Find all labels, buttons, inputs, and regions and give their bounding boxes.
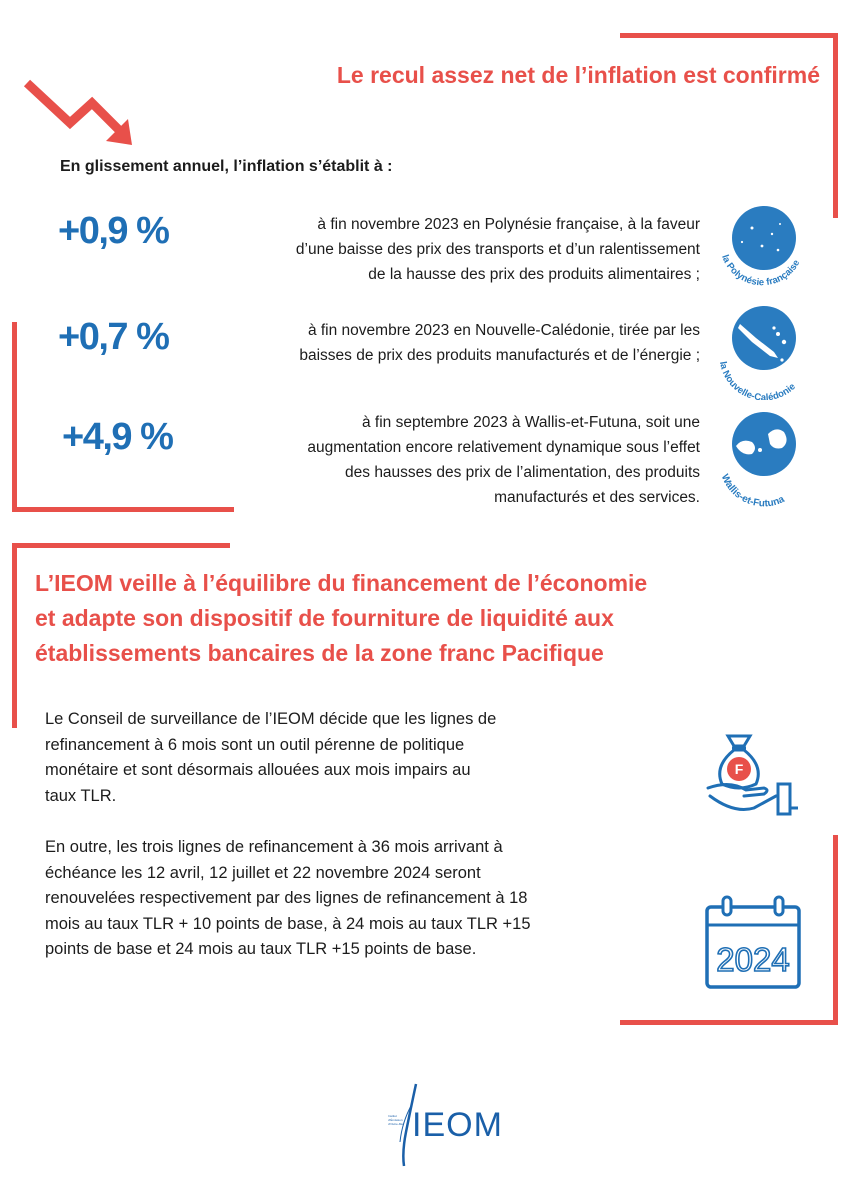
desc-line: à fin septembre 2023 à Wallis-et-Futuna, soit une xyxy=(361,414,700,431)
inflation-value-caledonia: +0,7 % xyxy=(58,316,169,358)
para-line: monétaire et sont désormais allouées aux mois impairs au xyxy=(45,761,471,779)
logo-subtitle: Institut d’Émission d’Outre-Mer xyxy=(388,1114,405,1126)
section2-title xyxy=(35,566,825,671)
down-trend-arrow-icon xyxy=(22,75,137,150)
svg-text:Wallis-et-Futuna xyxy=(719,473,787,509)
desc-line: manufacturés et des services. xyxy=(494,489,700,506)
inflation-value-wallis: +4,9 % xyxy=(62,416,173,458)
para-line: points de base et 24 mois au taux TLR +15 points de base. xyxy=(45,940,477,958)
para-line: renouvelées respectivement par des lignes de refinancement à 18 xyxy=(45,889,528,907)
para-line: échéance les 12 avril, 12 juillet et 22 novembre 2024 seront xyxy=(45,863,481,882)
money-bag-hand-icon xyxy=(700,722,805,822)
desc-line: baisses de prix des produits manufacturés et de l’énergie ; xyxy=(299,347,700,364)
desc-line: augmentation encore relativement dynamique sous l’effet xyxy=(307,439,700,456)
frame-sec2-top-horizontal xyxy=(12,543,230,548)
calendar-year: 2024 xyxy=(716,941,790,978)
wallis-badge-label: Wallis-et-Futuna xyxy=(718,472,787,509)
para-line: Le Conseil de surveillance de l’IEOM décide que les lignes de xyxy=(45,710,497,728)
section2-title-line: et adapte son dispositif de fourniture de liquidité aux xyxy=(35,605,614,631)
inflation-desc-wallis xyxy=(185,410,700,510)
frame-mid-left-vertical xyxy=(12,322,17,512)
desc-line: d’une baisse des prix des transports et d’un ralentissement xyxy=(295,241,700,258)
inflation-intro: En glissement annuel, l’inflation s’établit à : xyxy=(60,158,393,175)
calendar-icon xyxy=(703,893,803,993)
frame-bottom-right-horizontal xyxy=(620,1020,838,1025)
caledonia-badge-label: la Nouvelle-Calédonie xyxy=(717,360,798,400)
polynesia-badge-label: la Polynésie française xyxy=(719,253,803,289)
para-line: mois au taux TLR + 10 points de base, à 24 mois au taux TLR +15 xyxy=(45,914,531,933)
para-line: taux TLR. xyxy=(45,786,117,805)
frame-sec2-left-vertical xyxy=(12,543,17,728)
frame-bottom-right-vertical xyxy=(833,835,838,1025)
desc-line: de la hausse des prix des produits alimentaires ; xyxy=(368,266,700,283)
wallis-futuna-map-icon xyxy=(712,404,812,509)
paragraph-refinancing-6-months xyxy=(45,707,685,809)
money-bag-letter: F xyxy=(734,761,744,777)
para-line: En outre, les trois lignes de refinancement à 36 mois arrivant à xyxy=(45,838,503,856)
desc-line: à fin novembre 2023 en Polynésie française, à la faveur xyxy=(317,216,700,233)
logo-text: IEOM xyxy=(412,1106,503,1144)
frame-top-right-horizontal xyxy=(620,33,838,38)
desc-line: des hausses des prix de l’alimentation, des produits xyxy=(345,464,700,481)
desc-line: à fin novembre 2023 en Nouvelle-Calédonie, tirée par les xyxy=(307,322,700,339)
inflation-desc-polynesia xyxy=(185,212,700,287)
paragraph-refinancing-36-months xyxy=(45,835,685,963)
inflation-value-polynesia: +0,9 % xyxy=(58,210,169,252)
para-line: refinancement à 6 mois sont un outil pérenne de politique xyxy=(45,735,465,754)
section1-title: Le recul assez net de l’inflation est confirmé xyxy=(336,62,820,88)
section2-title-line: L’IEOM veille à l’équilibre du financement de l’économie xyxy=(35,570,648,596)
new-caledonia-map-icon xyxy=(712,300,812,400)
ieom-logo xyxy=(384,1082,503,1168)
frame-top-right-vertical xyxy=(833,33,838,218)
polynesia-map-icon xyxy=(712,198,812,298)
inflation-desc-caledonia xyxy=(185,318,700,368)
section2-title-line: établissements bancaires de la zone franc Pacifique xyxy=(35,640,604,666)
